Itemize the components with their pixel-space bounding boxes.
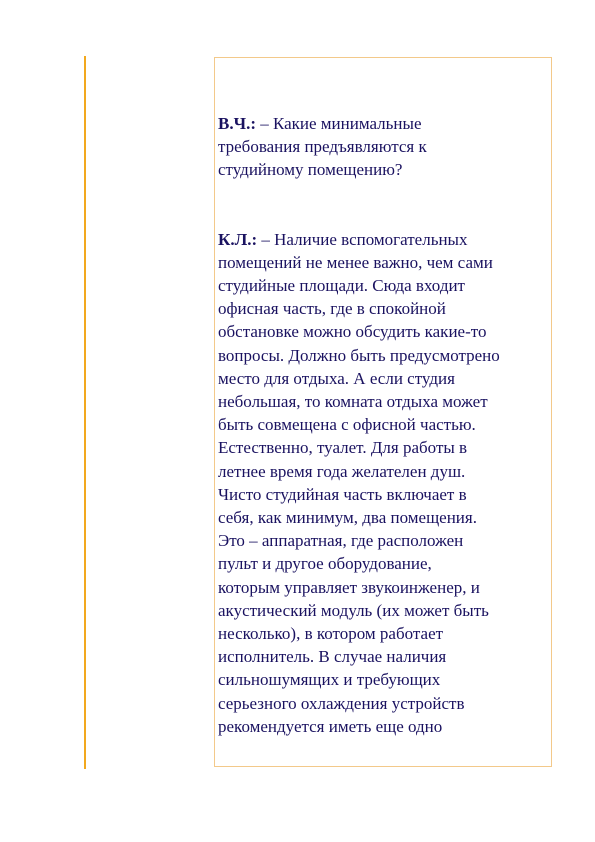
question-text: – Какие минимальные требования предъявляются к студийному помещению? — [218, 114, 427, 180]
answer-speaker: К.Л.: — [218, 229, 258, 249]
answer-paragraph — [218, 228, 548, 738]
answer-text: – Наличие вспомогательных помещений не менее важно, чем сами студийные площади. Сюда входит офисная часть, где в спокойной обстановке можно обсудить какие-то вопросы. Должно быть предусмотрено место для отдыха. А если студия небольшая, то комната отдыха может быть совмещена с офисной частью. Естественно, туалет. Для работы в летнее время года желателен душ. Чисто студийная часть включает в себя, как минимум, два помещения. Это – аппаратная, где расположен пульт и другое оборудование, которым управляет звукоинженер, и акустический модуль (их может быть несколько), в котором работает исполнитель. В случае наличия сильношумящих и требующих серьезного охлаждения устройств рекомендуется иметь еще одно — [218, 229, 500, 736]
question-speaker: В.Ч.: — [218, 114, 256, 133]
interview-text — [218, 112, 548, 738]
page-margin-rule — [84, 56, 86, 769]
question-paragraph — [218, 112, 548, 182]
